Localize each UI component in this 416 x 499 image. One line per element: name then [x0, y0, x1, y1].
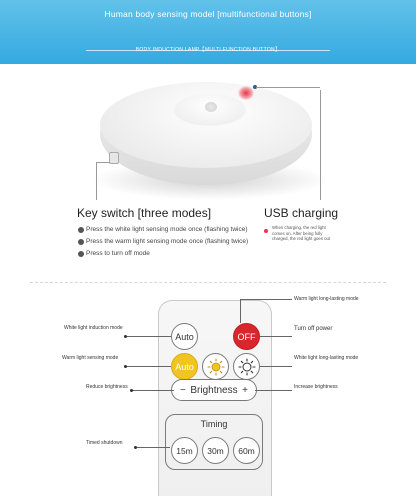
callout-warm-sensing: Warm light sensing mode [62, 355, 119, 361]
callout-dot [124, 335, 127, 338]
white-light-button[interactable] [233, 353, 260, 380]
usb-red-dot [264, 229, 268, 233]
off-button[interactable]: OFF [233, 323, 260, 350]
callout-dot [130, 389, 133, 392]
sun-icon-warm [207, 358, 225, 376]
callout-white-long: White light long-lasting mode [294, 355, 359, 361]
key-switch [109, 152, 119, 164]
auto-warm-button[interactable]: Auto [171, 353, 198, 380]
brightness-plus-button[interactable]: + [242, 384, 248, 396]
callout-timed: Timed shutdown [86, 440, 123, 446]
section-divider [30, 282, 386, 283]
usb-charging-title: USB charging [264, 206, 339, 220]
callout-warm-long-line-v [240, 299, 241, 323]
callout-white-induction-line [126, 336, 171, 337]
mode-bullet-3 [78, 251, 84, 257]
callout-increase: Increase brightness [294, 384, 338, 390]
callout-turn-off: Turn off power [294, 326, 333, 332]
auto-white-button[interactable]: Auto [171, 323, 198, 350]
timer-30m-button[interactable]: 30m [202, 437, 229, 464]
banner-subtitle: BODY INDUCTION LAMP【MULTI FUNCTION BUTTON】 [135, 47, 281, 53]
callout-white-induction: White light induction mode [64, 325, 123, 331]
callout-reduce: Reduce brightness [86, 384, 128, 390]
mode-bullet-2 [78, 239, 84, 245]
callout-warm-long: Warm light long-lasting mode [294, 296, 359, 302]
switch-leader-line [96, 162, 97, 200]
sensor-icon [205, 102, 217, 112]
usb-port-indicator [238, 86, 254, 100]
callout-warm-sensing-line [126, 366, 171, 367]
usb-leader-line [320, 90, 321, 200]
brightness-label: Brightness [190, 384, 238, 396]
switch-leader-line-h [96, 162, 110, 163]
banner-title: Human body sensing model [multifunctional buttons] [104, 9, 312, 19]
mode-line-2: Press the warm light sensing mode once (flashing twice) [86, 238, 249, 245]
brightness-minus-button[interactable]: − [180, 384, 186, 396]
mode-line-1: Press the white light sensing mode once (flashing twice) [86, 226, 248, 233]
callout-increase-line [255, 390, 292, 391]
key-switch-title: Key switch [three modes] [77, 206, 212, 220]
usb-note: When charging, the red light comes on. After being fully charged, the red light goes out [272, 225, 331, 241]
callout-timed-line [136, 447, 170, 448]
timer-60m-button[interactable]: 60m [233, 437, 260, 464]
callout-turn-off-line [260, 336, 292, 337]
callout-white-long-line [260, 366, 292, 367]
mode-line-3: Press to turn off mode [86, 250, 150, 257]
usb-leader-line-h [256, 87, 320, 88]
timing-label: Timing [200, 419, 228, 429]
sun-icon-white [238, 358, 256, 376]
callout-dot [124, 365, 127, 368]
callout-dot [134, 446, 137, 449]
timer-15m-button[interactable]: 15m [171, 437, 198, 464]
warm-light-button[interactable] [202, 353, 229, 380]
callout-warm-long-line [240, 299, 292, 300]
mode-bullet-1 [78, 227, 84, 233]
callout-reduce-line [132, 390, 174, 391]
brightness-rocker [171, 379, 257, 401]
